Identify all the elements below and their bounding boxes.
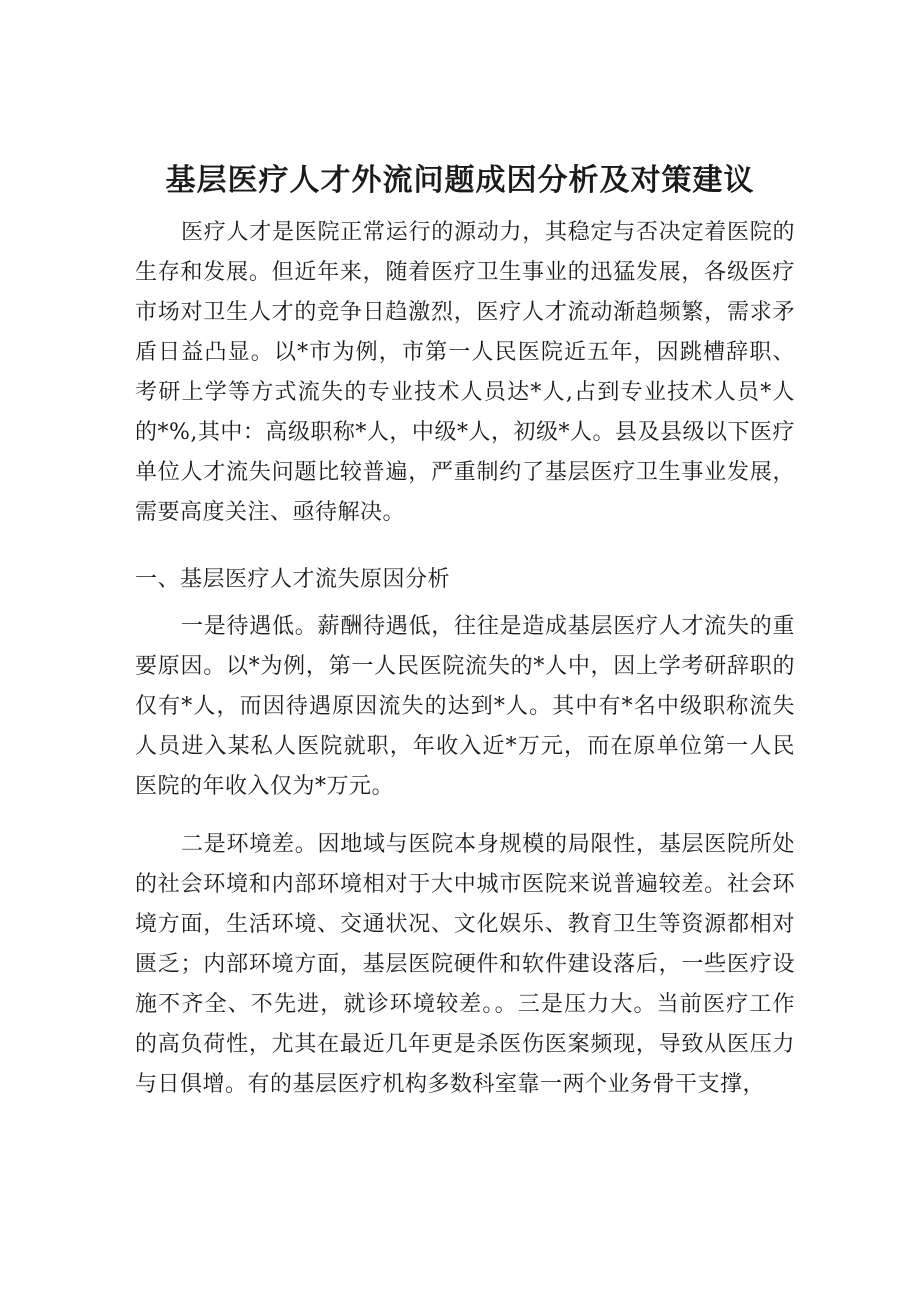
paragraph-environment: 二是环境差。因地域与医院本身规模的局限性，基层医院所处的社会环境和内部环境相对于大中城市医院来说普遍较差。社会环境方面，生活环境、交通状况、文化娱乐、教育卫生等资源都相对匮乏；内部环境方面，基层医院硬件和软件建设落后，一些医疗设施不齐全、不先进，就诊环境较差。。三是压力大。当前医疗工作的高负荷性，尤其在最近几年更是杀医伤医案频现，导致从医压力与日俱增。有的基层医疗机构多数科室靠一两个业务骨干支撑， xyxy=(135,832,795,1097)
paragraph-intro: 医疗人才是医院正常运行的源动力，其稳定与否决定着医院的生存和发展。但近年来，随着医疗卫生事业的迅猛发展，各级医疗市场对卫生人才的竞争日趋激烈，医疗人才流动渐趋频繁，需求矛盾日益凸显。以*市为例，市第一人民医院近五年，因跳槽辞职、考研上学等方式流失的专业技术人员达*人,占到专业技术人员*人的*%,其中：高级职称*人，中级*人，初级*人。县及县级以下医疗单位人才流失问题比较普遍，严重制约了基层医疗卫生事业发展，需要高度关注、亟待解决。 xyxy=(135,220,795,525)
section-heading: 一、基层医疗人才流失原因分析 xyxy=(135,567,451,592)
document-title: 基层医疗人才外流问题成因分析及对策建议 xyxy=(165,163,755,198)
paragraph-low-pay: 一是待遇低。薪酬待遇低，往往是造成基层医疗人才流失的重要原因。以*为例，第一人民医院流失的*人中，因上学考研辞职的仅有*人，而因待遇原因流失的达到*人。其中有*名中级职称流失人员进入某私人医院就职，年收入近*万元，而在原单位第一人民医院的年收入仅为*万元。 xyxy=(135,614,795,799)
